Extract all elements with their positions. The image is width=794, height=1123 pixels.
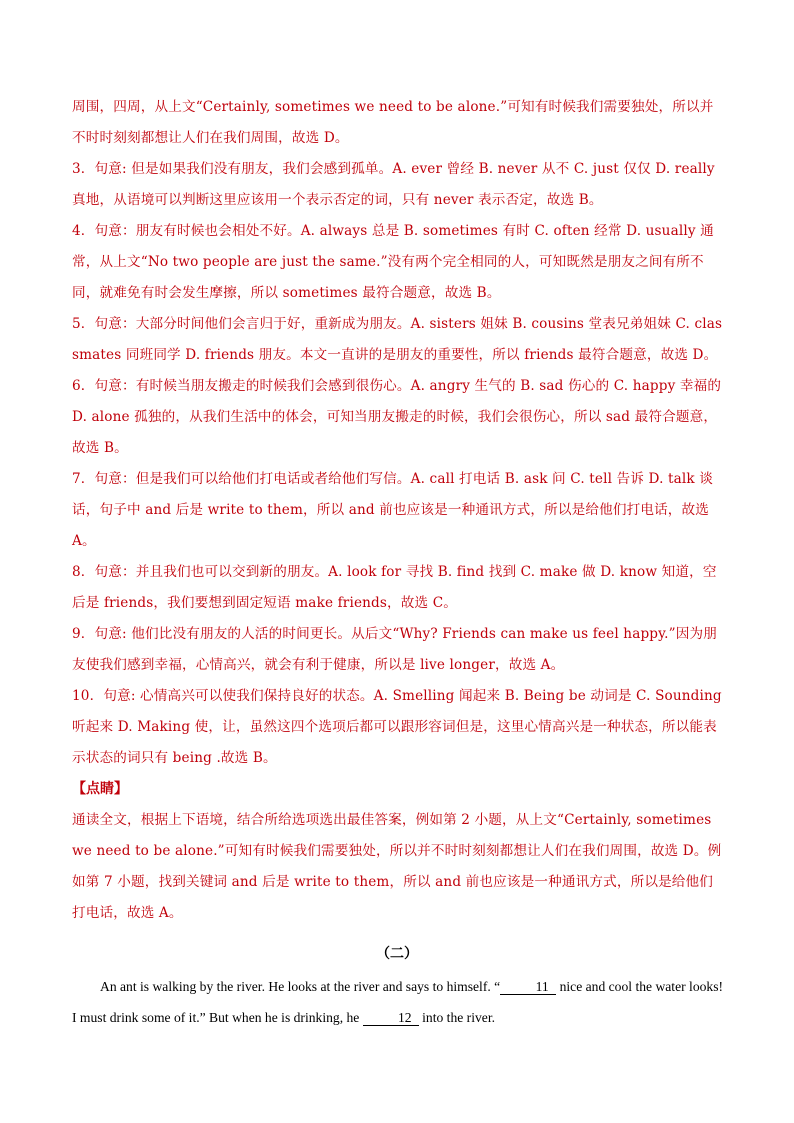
explanation-10: 10．句意: 心情高兴可以使我们保持良好的状态。A. Smelling 闻起来 B. Being be 动词是 C. Sounding 听起来 D. Making 使，让，虽然这四个选项后都可以跟形容词但是，这里心情高兴是一种状态，所以能表示状态的词只有 being .故选 B。 xyxy=(72,688,722,766)
blank-11: 11 xyxy=(500,980,556,995)
explanation-7: 7．句意：但是我们可以给他们打电话或者给他们写信。A. call 打电话 B. ask 问 C. tell 告诉 D. talk 谈话，句子中 and 后是 write to them，所以 and 前也应该是一种通讯方式，所以是给他们打电话，故选 A。 xyxy=(72,471,713,549)
explanation-5: 5．句意：大部分时间他们会言归于好，重新成为朋友。A. sisters 姐妹 B. cousins 堂表兄弟姐妹 C. classmates 同班同学 D. friends 朋友。本文一直讲的是朋友的重要性，所以 friends 最符合题意，故选 D。 xyxy=(72,316,723,363)
explanation-6: 6．句意：有时候当朋友搬走的时候我们会感到很伤心。A. angry 生气的 B. sad 伤心的 C. happy 幸福的 D. alone 孤独的，从我们生活中的体会，可知当朋友搬走的时候，我们会很伤心，所以 sad 最符合题意，故选 B。 xyxy=(72,378,722,456)
explanation-section xyxy=(72,92,724,929)
passage-text-3: into the river. xyxy=(418,1010,495,1025)
explanation-9: 9．句意: 他们比没有朋友的人活的时间更长。从后文“Why? Friends can make us feel happy.”因为朋友使我们感到幸福，心情高兴，就会有利于健康，所以是 live longer，故选 A。 xyxy=(72,626,717,673)
section-title: （二） xyxy=(376,946,418,962)
blank-12: 12 xyxy=(363,1011,419,1026)
tips-heading: 【点睛】 xyxy=(72,781,128,797)
explanation-8: 8．句意：并且我们也可以交到新的朋友。A. look for 寻找 B. find 找到 C. make 做 D. know 知道，空后是 friends，我们要想到固定短语 make friends，故选 C。 xyxy=(72,564,717,611)
explanation-4: 4．句意：朋友有时候也会相处不好。A. always 总是 B. sometimes 有时 C. often 经常 D. usually 通常，从上文“No two people are just the same.”没有两个完全相同的人，可知既然是朋友之间有所不同，就难免有时会发生摩擦，所以 sometimes 最符合题意，故选 B。 xyxy=(72,223,714,301)
passage-text-1: An ant is walking by the river. He looks at the river and says to himself. “ xyxy=(100,979,501,994)
explanation-3: 3．句意: 但是如果我们没有朋友，我们会感到孤单。A. ever 曾经 B. never 从不 C. just 仅仅 D. really 真地，从语境可以判断这里应该用一个表示否定的词，只有 never 表示否定，故选 B。 xyxy=(72,161,715,208)
explanation-2-continued: 周围，四周，从上文“Certainly, sometimes we need to be alone.”可知有时候我们需要独处，所以并不时时刻刻都想让人们在我们周围，故选 D。 xyxy=(72,99,714,146)
tips-body: 通读全文，根据上下语境，结合所给选项选出最佳答案，例如第 2 小题，从上文“Certainly, sometimes we need to be alone.”可知有时候我们需要独处，所以并不时时刻刻都想让人们在我们周围，故选 D。例如第 7 小题，找到关键词 and 后是 write to them，所以 and 前也应该是一种通讯方式，所以是给他们打电话，故选 A。 xyxy=(72,812,722,921)
passage-text-2: nice and cool the water looks! I must drink some of it.” But when he is drinking, he xyxy=(72,979,724,1025)
reading-passage xyxy=(72,971,724,1033)
